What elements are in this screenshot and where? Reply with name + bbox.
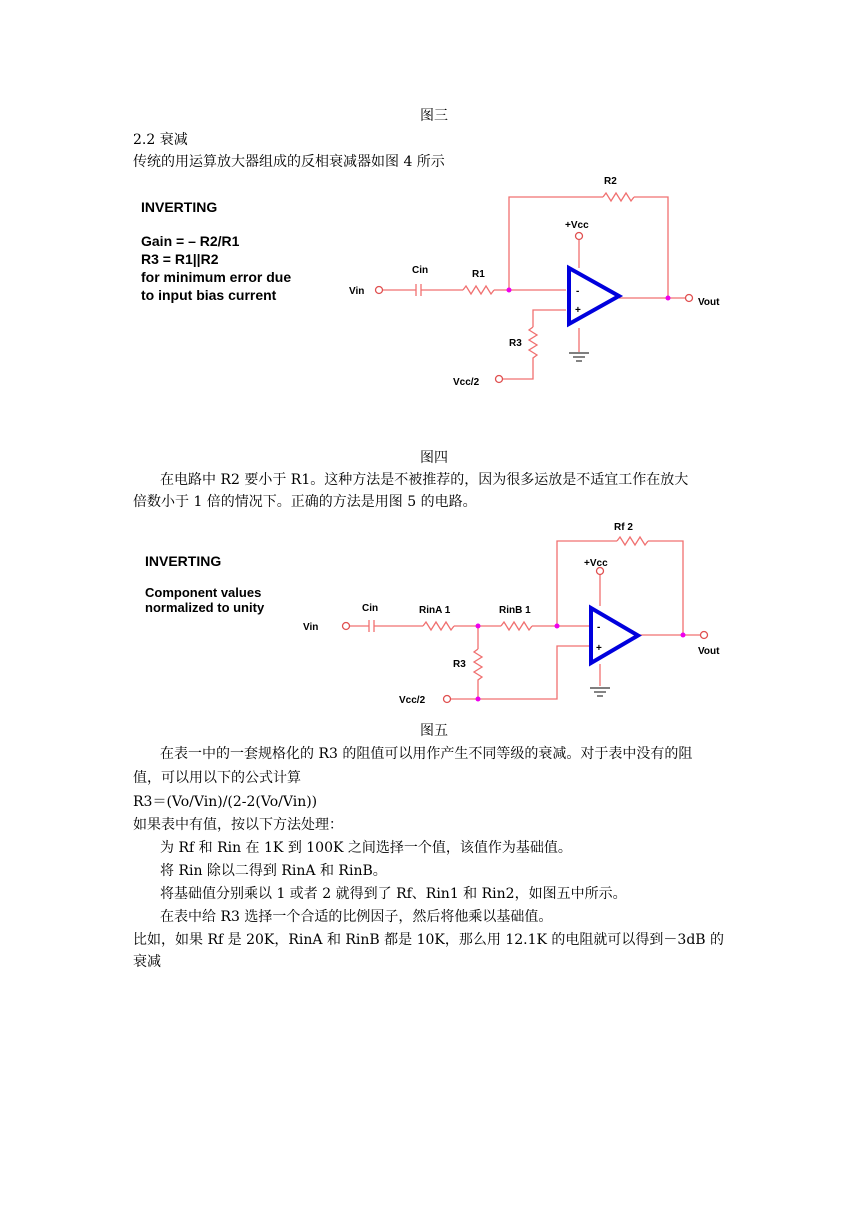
example-line-2: 衰减 — [133, 954, 161, 970]
figure-4-circuit — [133, 172, 723, 440]
fig4-note-1: Gain = – R2/R1 — [141, 233, 240, 249]
fig4-label-vin: Vin — [349, 286, 365, 297]
fig4-plus-sign: + — [575, 305, 581, 316]
fig5-note-2: normalized to unity — [145, 600, 265, 615]
figure-5-circuit — [133, 516, 733, 716]
fig5-label-rinb: RinB 1 — [499, 605, 531, 616]
fig4-minus-sign: - — [576, 286, 580, 297]
fig4-wires — [383, 193, 685, 379]
fig4-label-vcc2: Vcc/2 — [453, 377, 480, 388]
fig5-note-1: Component values — [145, 585, 262, 600]
fig4-title: INVERTING — [141, 199, 218, 215]
fig4-vcc-terminal — [576, 233, 583, 240]
fig5-node — [476, 624, 481, 629]
step-2: 将 Rin 除以二得到 RinA 和 RinB。 — [160, 863, 387, 879]
fig4-label-vcc: +Vcc — [565, 220, 589, 231]
fig4-note-4: to input bias current — [141, 287, 277, 303]
fig4-vin-terminal — [376, 287, 383, 294]
fig4-label-vout: Vout — [698, 297, 720, 308]
fig5-title: INVERTING — [145, 553, 222, 569]
fig4-label-r3: R3 — [509, 338, 522, 349]
step-4: 在表中给 R3 选择一个合适的比例因子，然后将他乘以基础值。 — [160, 909, 553, 925]
fig5-opamp — [591, 608, 638, 663]
fig4-note-3: for minimum error due — [141, 269, 292, 285]
fig5-minus-sign: - — [597, 622, 601, 633]
fig5-label-vout: Vout — [698, 646, 720, 657]
fig5-label-rf: Rf 2 — [614, 522, 633, 533]
fig5-label-vin: Vin — [303, 622, 319, 633]
fig5-plus-sign: + — [596, 643, 602, 654]
fig4-vout-terminal — [686, 295, 693, 302]
section-intro: 传统的用运算放大器组成的反相衰减器如图 4 所示 — [133, 154, 445, 170]
fig4-ground-icon — [569, 353, 589, 361]
paragraph-2-line-2: 值，可以用以下的公式计算 — [133, 770, 301, 786]
fig5-wires — [350, 537, 700, 699]
step-3: 将基础值分别乘以 1 或者 2 就得到了 Rf、Rin1 和 Rin2，如图五中所示。 — [160, 886, 627, 902]
paragraph-2-line-1: 在表一中的一套规格化的 R3 的阻值可以用作产生不同等级的衰减。对于表中没有的阻 — [160, 746, 693, 762]
figure-3-caption: 图三 — [420, 108, 448, 124]
example-line-1: 比如，如果 Rf 是 20K，RinA 和 RinB 都是 10K，那么用 12.1K 的电阻就可以得到－3dB 的 — [133, 932, 725, 948]
fig5-vin-terminal — [343, 623, 350, 630]
fig5-label-cin: Cin — [362, 603, 379, 614]
fig5-label-r3: R3 — [453, 659, 466, 670]
fig4-label-cin: Cin — [412, 265, 429, 276]
paragraph-1-line-1: 在电路中 R2 要小于 R1。这种方法是不被推荐的，因为很多运放是不适宜工作在放大 — [160, 472, 689, 488]
figure-4-caption: 图四 — [420, 450, 448, 466]
fig4-node — [507, 288, 512, 293]
fig5-node — [476, 697, 481, 702]
section-heading: 2.2 衰减 — [133, 132, 188, 148]
step-1: 为 Rf 和 Rin 在 1K 到 100K 之间选择一个值，该值作为基础值。 — [160, 840, 572, 856]
fig5-ground-icon — [590, 688, 610, 696]
fig5-label-vcc: +Vcc — [584, 558, 608, 569]
figure-5-caption: 图五 — [420, 723, 448, 739]
fig4-note-2: R3 = R1||R2 — [141, 251, 219, 267]
fig5-label-rina: RinA 1 — [419, 605, 451, 616]
fig4-label-r1: R1 — [472, 269, 485, 280]
fig5-label-vcc2: Vcc/2 — [399, 695, 426, 706]
paragraph-1-line-2: 倍数小于 1 倍的情况下。正确的方法是用图 5 的电路。 — [133, 494, 477, 510]
fig4-vcc2-terminal — [496, 376, 503, 383]
fig5-node — [555, 624, 560, 629]
fig5-vcc2-terminal — [444, 696, 451, 703]
fig4-node — [666, 296, 671, 301]
fig5-node — [681, 633, 686, 638]
fig4-label-r2: R2 — [604, 176, 617, 187]
paragraph-2-line-3: 如果表中有值，按以下方法处理： — [133, 817, 343, 833]
formula: R3＝(Vo/Vin)/(2-2(Vo/Vin)) — [133, 794, 318, 810]
fig5-vout-terminal — [701, 632, 708, 639]
